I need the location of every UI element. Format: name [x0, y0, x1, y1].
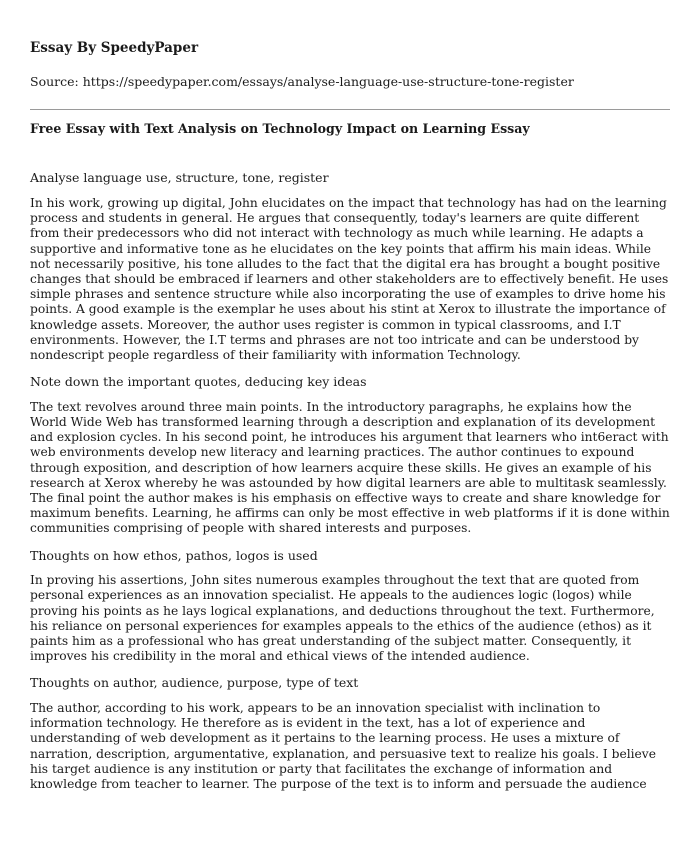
section-paragraph: In his work, growing up digital, John elucidates on the impact that technology has had on the learning process and students in general. He argues that consequently, today's learners are quite different from their predecessors who did not interact with technology as much while learning. He adapts a supportive and informative tone as he elucidates on the key points that affirm his main ideas. While not necessarily positive, his tone alludes to the fact that the digital era has brought a bought positive changes that should be embraced if learners and other stakeholders are to effectively benefit. He uses simple phrases and sentence structure while also incorporating the use of examples to drive home his points. A good example is the exemplar he uses about his stint at Xerox to illustrate the importance of knowledge assets. Moreover, the author uses register is common in typical classrooms, and I.T environments. However, the I.T terms and phrases are not too intricate and can be understood by nondescript people regardless of their familiarity with information Technology. [30, 195, 669, 362]
essay-section [30, 170, 670, 363]
essay-section [30, 675, 670, 792]
section-heading: Thoughts on how ethos, pathos, logos is used [30, 547, 318, 563]
section-heading: Analyse language use, structure, tone, register [30, 170, 329, 186]
section-paragraph: The author, according to his work, appears to be an innovation specialist with inclination to information technology. He therefore as is evident in the text, has a lot of experience and understanding of web development as it pertains to the learning process. He uses a mixture of narration, description, argumentative, explanation, and persuasive text to realize his goals. I believe his target audience is any institution or party that facilitates the exchange of information and knowledge from teacher to learner. The purpose of the text is to inform and persuade the audience [30, 701, 656, 792]
essay-section [30, 548, 670, 665]
source-line: Source: https://speedypaper.com/essays/analyse-language-use-structure-tone-register [30, 74, 574, 90]
essay-section [30, 374, 670, 536]
section-heading: Note down the important quotes, deducing key ideas [30, 374, 367, 390]
section-heading: Thoughts on author, audience, purpose, type of text [30, 675, 359, 691]
header-divider [30, 109, 670, 110]
brand-title: Essay By SpeedyPaper [30, 40, 199, 56]
section-paragraph: In proving his assertions, John sites numerous examples throughout the text that are quoted from personal experiences as an innovation specialist. He appeals to the audiences logic (logos) while proving his points as he lays logical explanations, and deductions throughout the text. Furthermore, his reliance on personal experiences for examples appeals to the ethics of the audience (ethos) as it paints him as a professional who has great understanding of the subject matter. Consequently, it improves his credibility in the moral and ethical views of the intended audience. [30, 573, 655, 664]
essay-title: Free Essay with Text Analysis on Technology Impact on Learning Essay [30, 121, 530, 137]
section-paragraph: The text revolves around three main points. In the introductory paragraphs, he explains how the World Wide Web has transformed learning through a description and explanation of its development and explosion cycles. In his second point, he introduces his argument that learners who int6eract with web environments develop new literacy and learning practices. The author continues to expound through exposition, and description of how learners acquire these skills. He gives an example of his research at Xerox whereby he was astounded by how digital learners are able to multitask seamlessly. The final point the author makes is his emphasis on effective ways to create and share knowledge for maximum benefits. Learning, he affirms can only be most effective in web platforms if it is done within communities comprising of people with shared interests and purposes. [30, 399, 670, 536]
